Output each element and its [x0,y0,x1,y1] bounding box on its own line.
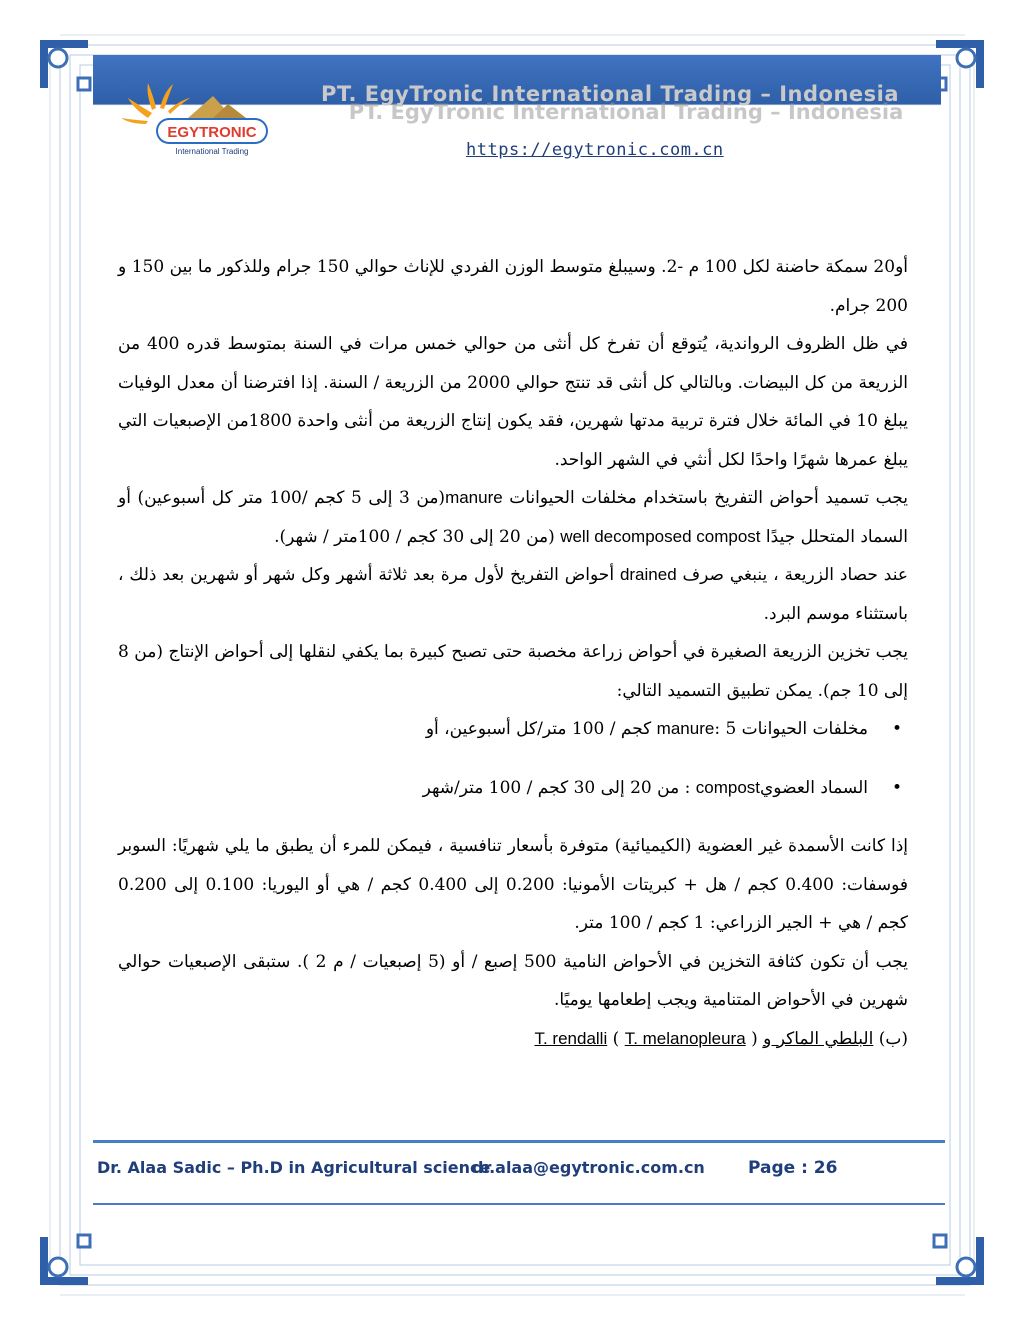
paragraph-4: عند حصاد الزريعة ، ينبغي صرف drained أحواض التفريخ لأول مرة بعد ثلاثة أشهر وكل شهر أو شهرين بعد ذلك ، باستثناء موسم البرد. [118,565,908,624]
website-link[interactable]: https://egytronic.com.cn [466,140,724,160]
footer-divider-top [93,1140,945,1143]
logo-text: EGYTRONIC [167,124,257,141]
paragraph-8: (ب) البلطي الماكر و T. rendalli ( T. melanopleura ) [534,1028,908,1049]
document-body [118,248,908,1058]
footer-divider-bottom [93,1203,945,1205]
paragraph-3: يجب تسميد أحواض التفريخ باستخدام مخلفات الحيوانات manure(من 3 إلى 5 كجم /100 متر كل أسبوعين) أو السماد المتحلل جيدًا well decomposed compost (من 20 إلى 30 كجم / 100متر / شهر). [118,488,908,547]
list-item: • مخلفات الحيوانات manure: 5 كجم / 100 متر/كل أسبوعين، أو [118,710,868,749]
list-item: • السماد العضويcompost : من 20 إلى 30 كجم / 100 متر/شهر [118,769,868,808]
logo-subtext: International Trading [175,147,249,156]
paragraph-5: يجب تخزين الزريعة الصغيرة في أحواض زراعة مخصبة حتى تصبح كبيرة بما يكفي لنقلها إلى أحواض الإنتاج (من 8 إلى 10 جم). يمكن تطبيق التسميد التالي: [118,642,908,701]
fertilizer-list [118,710,908,807]
paragraph-1: أو20 سمكة حاضنة لكل 100 م -2. وسيبلغ متوسط الوزن الفردي للإناث حوالي 150 جرام وللذكور ما بين 150 و 200 جرام. [118,257,908,316]
paragraph-7: يجب أن تكون كثافة التخزين في الأحواض النامية 500 إصبع / أو (5 إصبعيات / م 2 ). ستبقى الإصبعيات حوالي شهرين في الأحواض المتنامية ويجب إطعامها يوميًا. [118,951,908,1010]
paragraph-6: إذا كانت الأسمدة غير العضوية (الكيميائية) متوفرة بأسعار تنافسية ، فيمكن للمرء أن يطبق ما يلي شهريًا: السوبر فوسفات: 0.400 كجم / هل + كبريتات الأمونيا: 0.200 إلى 0.400 كجم / هي أو اليوريا: 0.100 إلى 0.200 كجم / هي + الجير الزراعي: 1 كجم / 100 متر. [118,836,908,933]
egytronic-logo [118,78,278,158]
footer-page-number: Page : 26 [748,1158,838,1178]
footer-author: Dr. Alaa Sadic – Ph.D in Agricultural science [97,1158,491,1177]
company-name-shadow: PT. EgyTronic International Trading – Indonesia [348,100,904,124]
footer-email[interactable]: dr.alaa@egytronic.com.cn [472,1158,705,1177]
company-name: PT. EgyTronic International Trading – Indonesia [320,82,900,106]
paragraph-2: في ظل الظروف الرواندية، يُتوقع أن تفرخ كل أنثى من حوالي خمس مرات في السنة بمتوسط قدره 400 من الزريعة من كل البيضات. وبالتالي كل أنثى قد تنتج حوالي 2000 من الزريعة / السنة. إذا افترضنا أن معدل الوفيات يبلغ 10 في المائة خلال فترة تربية مدتها شهرين، فقد يكون إنتاج الزريعة من أنثى واحدة 1800من الإصبعيات التي يبلغ عمرها شهرًا واحدًا لكل أنثي في الشهر الواحد. [118,334,908,470]
